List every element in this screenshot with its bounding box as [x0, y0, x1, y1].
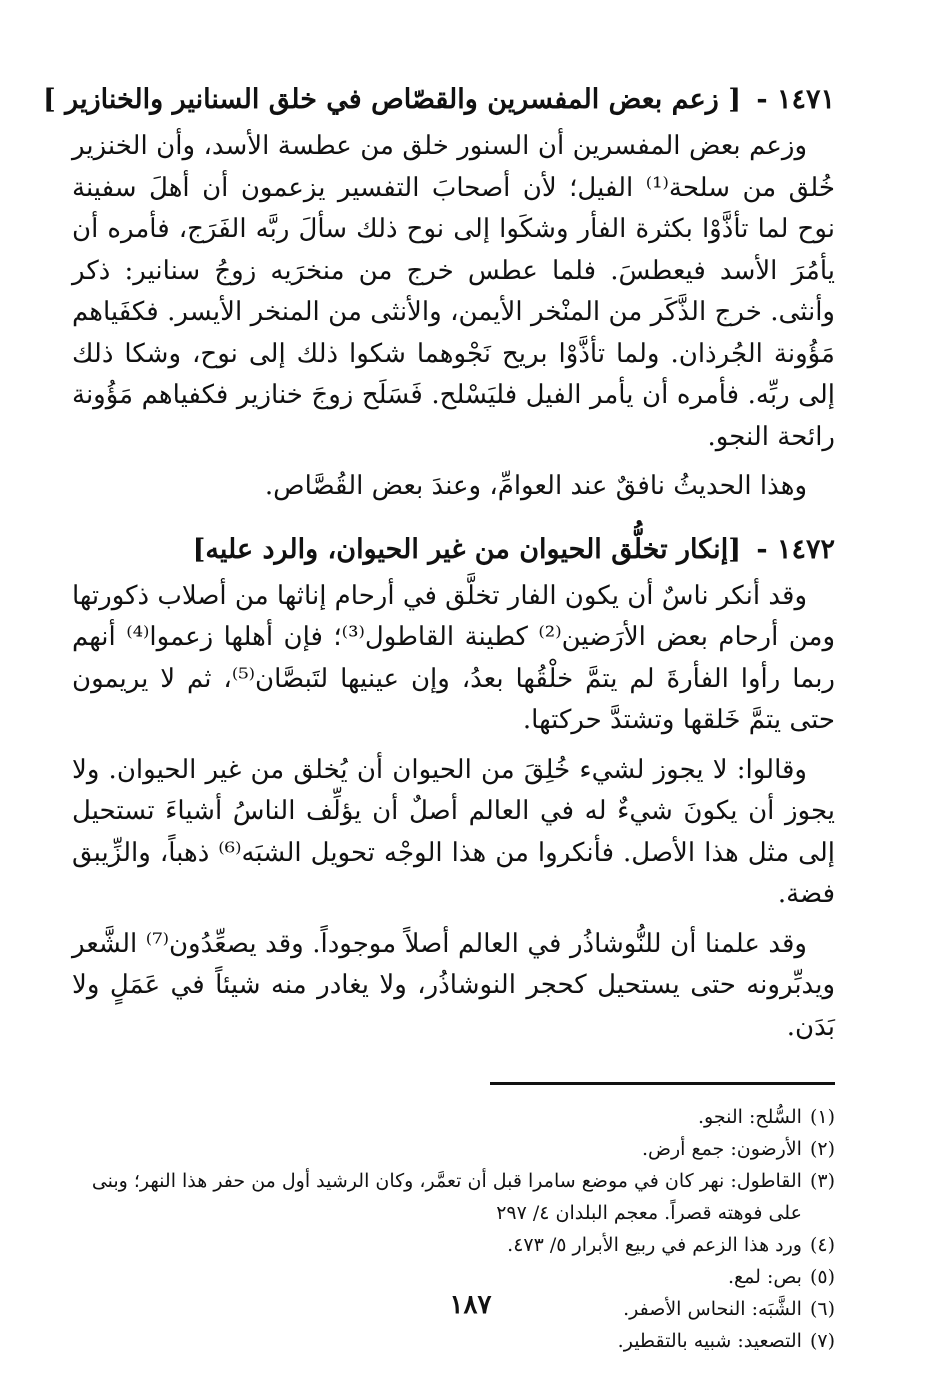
footnote-number: (٢) — [809, 1138, 835, 1160]
footnote-number: (٧) — [809, 1330, 835, 1352]
section-heading-1471 — [43, 80, 835, 120]
paragraph: وقالوا: لا يجوز لشيء خُلِقَ من الحيوان أن يُخلق من غير الحيوان. ولا يجوز أن يكونَ شيءٌ له في العالم أصلٌ أن يؤلِّف الناسُ أشياءَ تستحيل إلى مثل هذا الأصل. فأنكروا من هذا الوجْه تحويل الشبَه⁽⁶⁾ ذهباً، والزِّيبق فضة. — [72, 754, 835, 909]
footnote-item — [72, 1165, 835, 1229]
paragraph: وهذا الحديثُ نافقٌ عند العوامِّ، وعندَ بعض القُصَّاص. — [264, 471, 807, 501]
section-title: [ زعم بعض المفسرين والقصّاص في خلق السنانير والخنازير ] — [43, 84, 741, 115]
footnote-item — [72, 1261, 835, 1293]
paragraph: وقد علمنا أن للنُّوشاذُر في العالم أصلاً موجوداً. وقد يصعِّدُون⁽⁷⁾ الشَّعر ويدبِّرونه حتى يستحيل كحجر النوشاذُر، ولا يغادر منه شيئاً في عَمَلٍ ولا بَدَن. — [72, 928, 835, 1042]
footnote-number: (٤) — [809, 1234, 835, 1256]
paragraph: وزعم بعض المفسرين أن السنور خلق من عطسة الأسد، وأن الخنزير خُلق من سلحة⁽¹⁾ الفيل؛ لأن أصحابَ التفسير يزعمون أن أهلَ سفينة نوح لما تأذَّوْا بكثرة الفأر وشكَوا إلى نوح ذلك سألَ ربَّه الفَرَج، فأمره أن يأمُرَ الأسد فيعطسَ. فلما عطس خرج من منخرَيه زوجُ سنانير: ذكر وأنثى. خرج الذَّكَر من المنْخر الأيمن، والأنثى من المنخر الأيسر. فكفَياهم مَؤُونة الجُرذان. ولما تأذَّوْا بريح نَجْوهما شكوا ذلك إلى نوح، وشكا ذلك إلى ربِّه. فأمره أن يأمر الفيل فليَسْلح. فَسَلَح زوجَ خنازير فكفياهم مَؤُونة رائحة النجو. — [72, 131, 835, 452]
paragraph: وقد أنكر ناسٌ أن يكون الفار تخلَّق في أرحام إناثها من أصلاب ذكورتها ومن أرحام بعض الأرَضين⁽²⁾ كطينة القاطول⁽³⁾؛ فإن أهلها زعموا⁽⁴⁾ أنهم ربما رأوا الفأرةَ لم يتمَّ خلْقُها بعدُ، وإن عينيها لتَبصَّان⁽⁵⁾، ثم لا يريمون حتى يتمَّ خَلقها وتشتدَّ حركتها. — [72, 580, 836, 735]
footnote-text: القاطول: نهر كان في موضع سامرا قبل أن تعمَّر، وكان الرشيد أول من حفر هذا النهر؛ وبنى على فوهته قصراً. معجم البلدان ٤/ ٢٩٧ — [91, 1170, 802, 1224]
page-number: ١٨٧ — [449, 1290, 492, 1320]
section-title: [إنكار تخلُّق الحيوان من غير الحيوان، والرد عليه] — [192, 533, 741, 565]
footnote-number: (٥) — [809, 1266, 835, 1288]
footnote-number: (١) — [809, 1106, 835, 1128]
footnote-number: (٣) — [809, 1170, 835, 1192]
section-heading-1472 — [72, 530, 835, 570]
footnote-item — [72, 1101, 835, 1133]
section-number: ١٤٧٢ - — [756, 533, 835, 565]
footnote-text: ورد هذا الزعم في ربيع الأبرار ٥/ ٤٧٣. — [507, 1234, 802, 1256]
footnote-text: الشَّبَه: النحاس الأصفر. — [623, 1298, 802, 1320]
footnote-divider — [490, 1082, 835, 1085]
section-number: ١٤٧١ - — [756, 84, 835, 115]
footnote-text: التصعيد: شبيه بالتقطير. — [617, 1330, 802, 1352]
footnote-text: السُّلح: النجو. — [698, 1106, 802, 1128]
footnote-item — [72, 1325, 835, 1357]
footnote-item — [72, 1229, 835, 1261]
footnote-text: الأرضون: جمع أرض. — [641, 1138, 802, 1160]
footnote-number: (٦) — [809, 1298, 835, 1320]
footnote-text: بص: لمع. — [728, 1266, 802, 1288]
footnote-item — [72, 1133, 835, 1165]
